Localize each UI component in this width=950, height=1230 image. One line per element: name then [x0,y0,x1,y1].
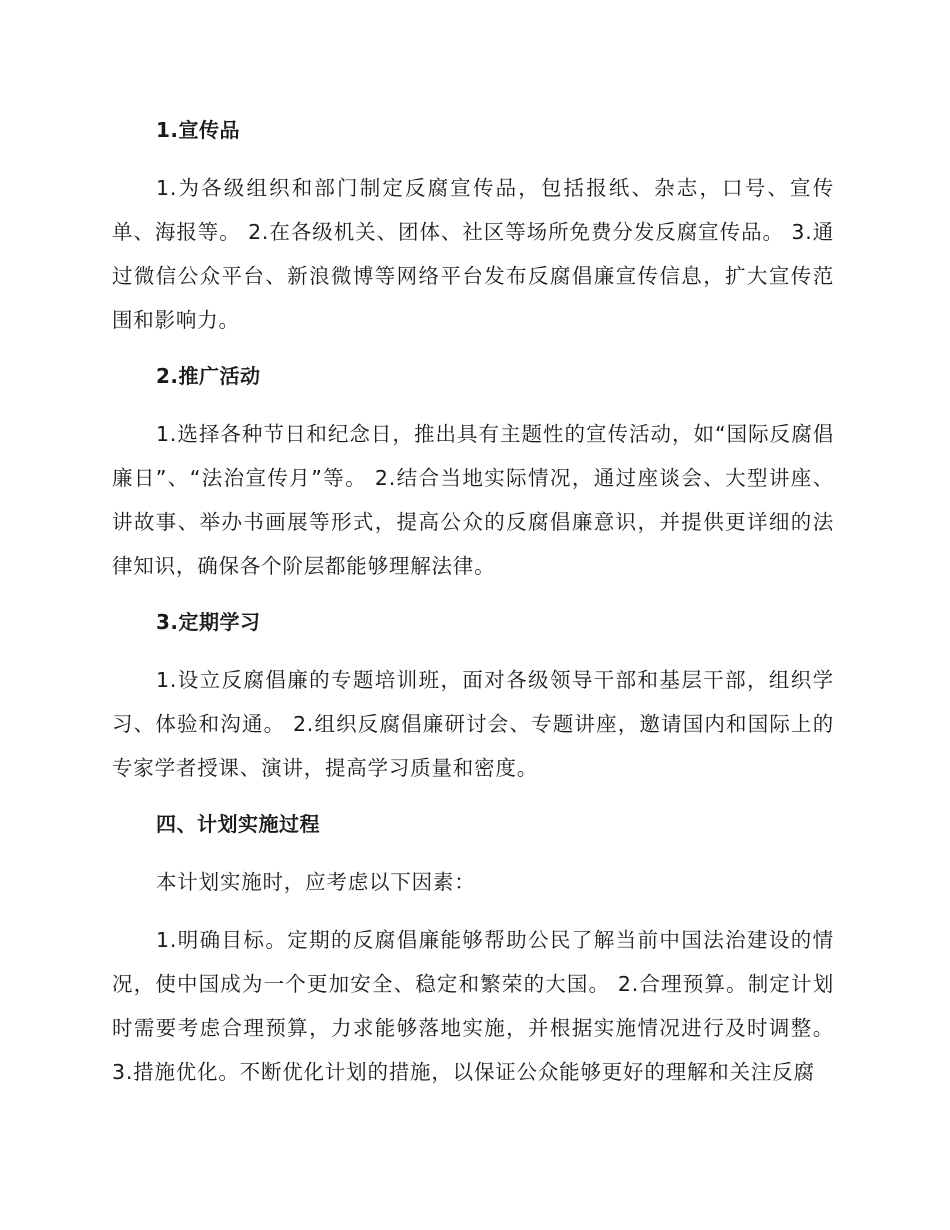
section-heading-implementation-process: 四、计划实施过程 [156,812,320,836]
section-body-promotion-activities: 1.选择各种节日和纪念日，推出具有主题性的宣传活动，如“国际反腐倡廉日”、“法治宣传月”等。 2.结合当地实际情况，通过座谈会、大型讲座、讲故事、举办书画展等形式，提高公众的反腐倡廉意识，并提供更详细的法律知识，确保各个阶层都能够理解法律。 [112,422,834,578]
section-heading-publicity-materials: 1.宣传品 [156,118,241,142]
implementation-factors-paragraph: 1.明确目标。定期的反腐倡廉能够帮助公民了解当前中国法治建设的情况，使中国成为一个更加安全、稳定和繁荣的大国。 2.合理预算。制定计划时需要考虑合理预算，力求能够落地实施，并根据实施情况进行及时调整。 3.措施优化。不断优化计划的措施，以保证公众能够更好的理解和关注反腐 [112,928,834,1084]
document-page [112,110,834,1108]
section-heading-promotion-activities: 2.推广活动 [156,364,261,388]
section-body-regular-study: 1.设立反腐倡廉的专题培训班，面对各级领导干部和基层干部，组织学习、体验和沟通。 2.组织反腐倡廉研讨会、专题讲座，邀请国内和国际上的专家学者授课、演讲，提高学习质量和密度。 [112,668,834,780]
section-heading-regular-study: 3.定期学习 [156,610,261,634]
section-body-publicity-materials: 1.为各级组织和部门制定反腐宣传品，包括报纸、杂志，口号、宣传单、海报等。 2.在各级机关、团体、社区等场所免费分发反腐宣传品。 3.通过微信公众平台、新浪微博等网络平台发布反腐倡廉宣传信息，扩大宣传范围和影响力。 [112,176,834,332]
section-body-implementation-intro: 本计划实施时，应考虑以下因素： [156,870,476,894]
